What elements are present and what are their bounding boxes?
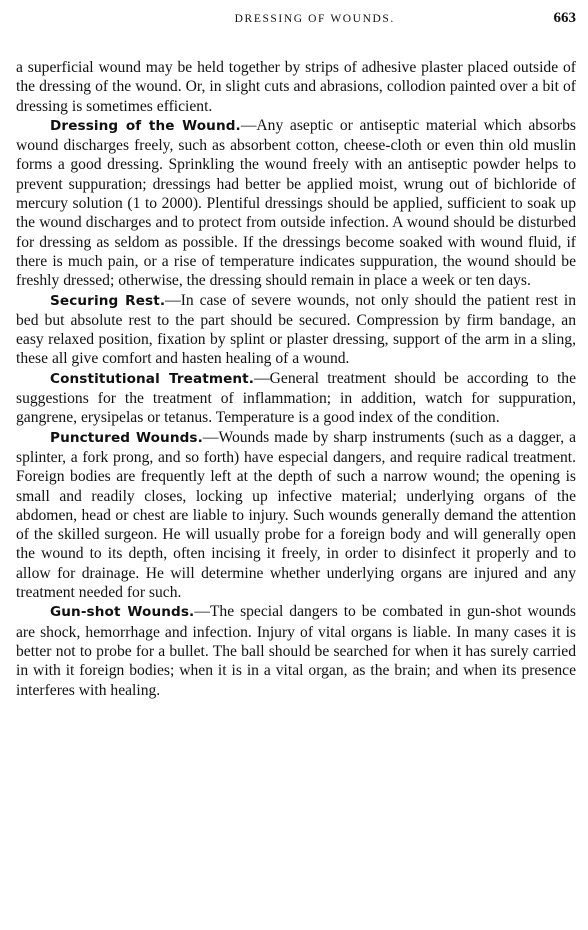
- paragraph-text: —Wounds made by sharp instruments (such as a dagger, a splinter, a fork prong, and so forth) have especial dangers, and require radical treatment. Foreign bodies are frequently left at the depth of such a narrow wound; the opening is small and readily closes, locking up infective material; underlying organs of the abdomen, head or chest are liable to injury. Such wounds generally demand the attention of the skilled surgeon. He will usually probe for a foreign body and will generally open the wound to its depth, often incising it freely, in order to disinfect it properly and to allow for drainage. He will determine whether underlying organs are injured and any treatment needed for such.: [16, 428, 576, 602]
- paragraph-dressing-of-the-wound: [16, 116, 576, 291]
- section-heading: Dressing of the Wound.: [50, 117, 241, 134]
- paragraph-securing-rest: [16, 291, 576, 369]
- running-head: [16, 10, 576, 36]
- paragraph-text: a superficial wound may be held together by strips of adhesive plaster placed outside of the dressing of the wound. Or, in slight cuts and abrasions, collodion painted over a bit of dressing is sometimes efficient.: [16, 59, 576, 115]
- section-heading: Securing Rest.: [50, 292, 166, 309]
- paragraph-text: —In case of severe wounds, not only should the patient rest in bed but absolute rest to the part should be secured. Compression by firm bandage, an easy relaxed position, fixation by splint or plaster dressing, support of the arm in a sling, these all give comfort and hasten healing of a wound.: [16, 291, 576, 368]
- paragraph-text: —Any aseptic or antiseptic material which absorbs wound discharges freely, such as absorbent cotton, cheese-cloth or even thin old muslin forms a good dressing. Sprinkling the wound freely with an antiseptic powder helps to prevent suppuration; dressings had better be applied moist, wrung out of bichloride of mercury solution (1 to 2000). Plentiful dressings should be applied, sufficient to soak up the wound discharges and to protect from outside infection. A wound should be disturbed for dressing as seldom as possible. If the dressings become soaked with wound fluid, if there is much pain, or a rise of temperature indicates suppuration, the wound should be freshly dressed; otherwise, the dressing should remain in place a week or ten days.: [16, 116, 576, 290]
- paragraph-text: —The special dangers to be combated in gun-shot wounds are shock, hemorrhage and infection. Injury of vital organs is liable. In many cases it is better not to probe for a bullet. The ball should be searched for when it has surely carried in with it foreign bodies; when it is in a vital organ, as the brain; and when its presence interferes with healing.: [16, 603, 576, 699]
- paragraph-gun-shot-wounds: [16, 602, 576, 699]
- book-page: [16, 10, 576, 700]
- paragraph-text: —General treatment should be according to the suggestions for the treatment of inflammation; in addition, watch for suppuration, gangrene, erysipelas or tetanus. Temperature is a good index of the condition.: [16, 369, 576, 427]
- page-number: 663: [553, 10, 576, 26]
- section-heading: Constitutional Treatment.: [50, 370, 255, 387]
- body-text: [16, 58, 576, 700]
- paragraph-continued: [16, 58, 576, 116]
- section-heading: Punctured Wounds.: [50, 429, 203, 446]
- paragraph-punctured-wounds: [16, 428, 576, 603]
- section-heading: Gun-shot Wounds.: [50, 604, 195, 621]
- running-head-title: DRESSING OF WOUNDS.: [234, 13, 395, 25]
- paragraph-constitutional-treatment: [16, 369, 576, 428]
